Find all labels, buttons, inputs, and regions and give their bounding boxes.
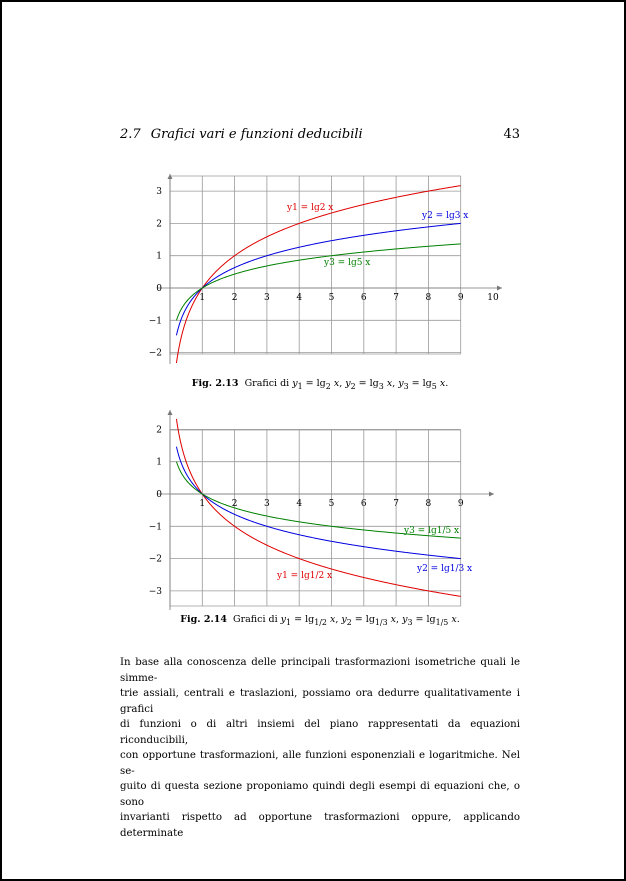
figure-2-14-chart	[142, 407, 512, 612]
page-number: 43	[503, 127, 520, 142]
body-line: con opportune trasformazioni, alle funzioni esponenziali e logaritmiche. Nel se-	[120, 750, 520, 777]
x-tick-label: 1	[199, 293, 206, 303]
x-tick-label: 9	[457, 499, 464, 509]
x-tick-label: 2	[231, 293, 238, 303]
body-paragraph	[120, 655, 520, 841]
x-tick-label: 7	[393, 293, 399, 303]
x-tick-label: 6	[360, 499, 367, 509]
x-tick-label: 4	[296, 499, 303, 509]
x-tick-label: 3	[264, 293, 270, 303]
y-tick-label: −2	[148, 348, 162, 359]
y-axis-arrow	[168, 174, 173, 179]
y-tick-label: −2	[148, 554, 162, 565]
running-header	[120, 127, 520, 142]
y-tick-label: −3	[148, 586, 162, 597]
figure-2-14-caption: Fig. 2.14 Grafici di $y_1 = \lg_{1/2} x$, $y_2 = \lg_{1/3} x$, $y_3 = \lg_{1/5} x$.	[180, 614, 460, 627]
x-tick-label: 7	[393, 499, 399, 509]
y-tick-label: 3	[156, 187, 162, 198]
figure-2-13-chart	[142, 170, 512, 370]
x-tick-label: 6	[360, 293, 367, 303]
body-line: invarianti rispetto ad opportune trasformazioni oppure, applicando determinate	[120, 812, 520, 839]
body-line: di funzioni o di altri insiemi del piano rappresentati da equazioni riconducibili,	[120, 719, 520, 746]
figure-label: Fig. 2.14	[180, 614, 227, 625]
y-tick-label: 2	[156, 219, 162, 230]
x-tick-label: 3	[264, 499, 270, 509]
section-number: 2.7	[120, 127, 141, 142]
x-tick-label: 1	[199, 499, 206, 509]
y-tick-label: 0	[156, 284, 162, 294]
x-tick-label: 4	[296, 293, 303, 303]
figure-2-13-caption: Fig. 2.13 Grafici di $y_1 = \lg_2 x$, $y_2 = \lg_3 x$, $y_3 = \lg_5 x$.	[191, 378, 449, 391]
x-tick-label: 8	[425, 499, 432, 509]
y-tick-label: −1	[148, 522, 162, 533]
x-tick-label: 9	[457, 293, 464, 303]
series-label: y3 = lg5 x	[324, 258, 371, 268]
y-tick-label: 1	[156, 251, 162, 262]
figure-label: Fig. 2.13	[191, 378, 239, 389]
series-label: y1 = lg1/2 x	[277, 571, 333, 581]
x-tick-label: 8	[425, 293, 432, 303]
x-tick-label: 2	[231, 499, 238, 509]
y-tick-label: 2	[156, 425, 162, 436]
x-tick-label: 5	[328, 293, 335, 303]
body-line: trie assiali, centrali e traslazioni, possiamo ora dedurre qualitativamente i grafici	[120, 688, 520, 715]
x-axis-arrow	[497, 286, 502, 291]
y-tick-label: −1	[148, 316, 162, 327]
y-tick-label: 0	[156, 490, 162, 500]
y-axis-arrow	[168, 410, 173, 415]
series-label: y3 = lg1/5 x	[404, 526, 460, 536]
body-line: guito di questa sezione proponiamo quindi degli esempi di equazioni che, o sono	[120, 781, 520, 808]
section-title: Grafici vari e funzioni deducibili	[150, 127, 363, 142]
x-tick-label: 5	[328, 499, 335, 509]
series-label: y1 = lg2 x	[287, 203, 334, 213]
series-label: y2 = lg1/3 x	[417, 564, 473, 574]
y-tick-label: 1	[156, 457, 162, 468]
body-line: In base alla conoscenza delle principali trasformazioni isometriche quali le simme-	[120, 657, 520, 684]
series-label: y2 = lg3 x	[422, 211, 469, 221]
x-tick-label: 10	[487, 293, 499, 303]
x-axis-arrow	[489, 492, 494, 497]
